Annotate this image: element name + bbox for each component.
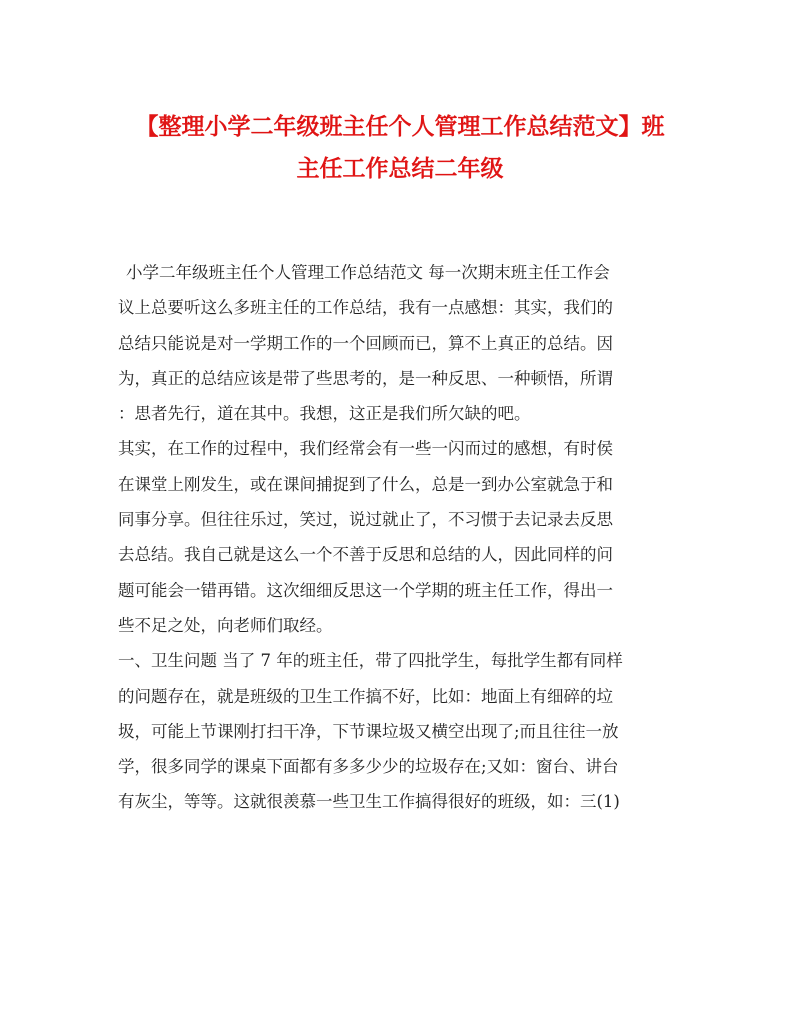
document-title — [110, 106, 690, 190]
body-line: 为，真正的总结应该是带了些思考的，是一种反思、一种顿悟，所谓 — [118, 368, 613, 388]
body-line: 题可能会一错再错。这次细细反思这一个学期的班主任工作，得出一 — [118, 580, 613, 600]
body-line: 同事分享。但往往乐过，笑过，说过就止了，不习惯于去记录去反思 — [118, 510, 613, 530]
body-line: 有灰尘，等等。这就很羡慕一些卫生工作搞得很好的班级，如：三(1) — [118, 792, 620, 812]
body-line: 其实，在工作的过程中，我们经常会有一些一闪而过的感想，有时侯 — [118, 439, 613, 459]
body-line: 一、卫生问题 当了 7 年的班主任，带了四批学生，每批学生都有同样 — [118, 651, 623, 671]
body-line: 的问题存在，就是班级的卫生工作搞不好，比如：地面上有细碎的垃 — [118, 686, 613, 706]
body-line: 去总结。我自己就是这么一个不善于反思和总结的人，因此同样的问 — [118, 545, 613, 565]
body-line: ：思者先行，道在其中。我想，这正是我们所欠缺的吧。 — [118, 404, 531, 424]
body-line: 些不足之处，向老师们取经。 — [118, 615, 333, 635]
body-line: 圾，可能上节课刚打扫干净，下节课垃圾又横空出现了;而且往往一放 — [118, 721, 619, 741]
body-line: 总结只能说是对一学期工作的一个回顾而已，算不上真正的总结。因 — [118, 333, 613, 353]
document-body — [118, 255, 688, 820]
body-line: 议上总要听这么多班主任的工作总结，我有一点感想：其实，我们的 — [118, 298, 613, 318]
body-line: 小学二年级班主任个人管理工作总结范文 每一次期末班主任工作会 — [126, 263, 610, 282]
title-line: 主任工作总结二年级 — [296, 155, 504, 182]
body-line: 在课堂上刚发生，或在课间捕捉到了什么，总是一到办公室就急于和 — [118, 474, 613, 494]
title-line: 【整理小学二年级班主任个人管理工作总结范文】班 — [135, 113, 665, 140]
body-line: 学，很多同学的课桌下面都有多多少少的垃圾存在;又如：窗台、讲台 — [118, 757, 619, 777]
